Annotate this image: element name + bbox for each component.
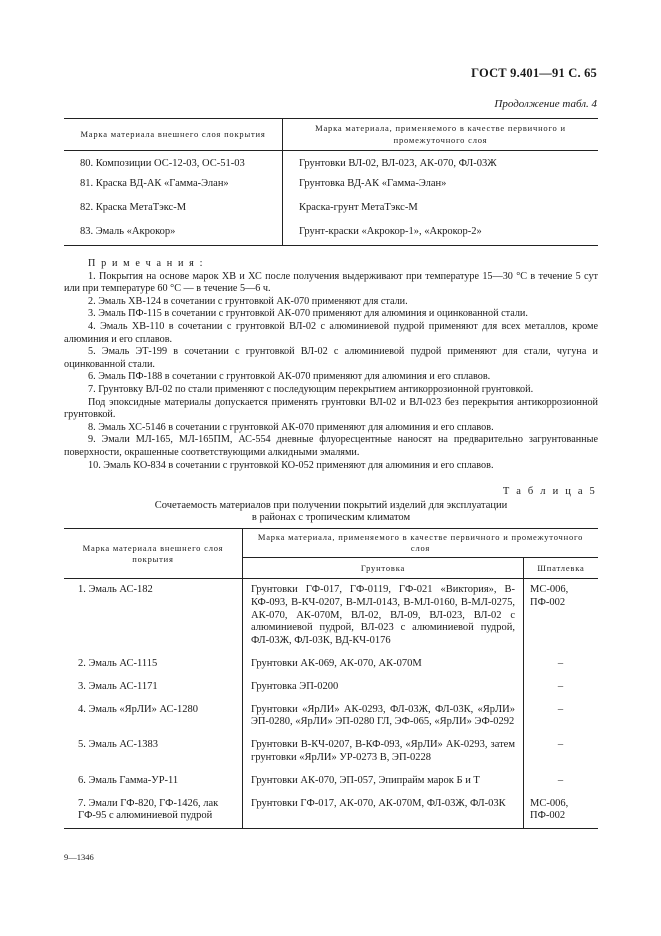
cell-outer-material: 80. Композиции ОС-12-03, ОС-51-03 bbox=[64, 151, 283, 178]
cell-primer: Грунтовки ГФ-017, АК-070, АК-070М, ФЛ-03Ж, ФЛ-03К bbox=[243, 793, 524, 829]
subheader-putty: Шпатлевка bbox=[524, 558, 599, 579]
column-header-outer-layer: Марка материала внешнего слоя покрытия bbox=[64, 529, 243, 579]
cell-outer-material: 1. Эмаль АС-182 bbox=[64, 579, 243, 653]
cell-primer: Грунтовки АК-069, АК-070, АК-070М bbox=[243, 653, 524, 676]
note-item: 9. Эмали МЛ-165, МЛ-165ПМ, АС-554 дневные флуоресцентные наносят на предварительно загрунтованные поверхности, окрашенные соответствующими алкидными эмалями. bbox=[64, 434, 598, 458]
cell-outer-material: 2. Эмаль АС-1115 bbox=[64, 653, 243, 676]
cell-primer: Грунтовки ГФ-017, ГФ-0119, ГФ-021 «Виктория», В-КФ-093, В-КЧ-0207, В-МЛ-0143, В-МЛ-0160, В-МЛ-0275, АК-070, АК-070М, ВЛ-02, ВЛ-09, ВЛ-023, ВЛ-02 с алюминиевой пудрой, ВЛ-023 с алюминиевой пудрой, ФЛ-03Ж, ФЛ-03К, ВД-КЧ-0176 bbox=[243, 579, 524, 653]
cell-putty: – bbox=[557, 739, 564, 751]
cell-putty: – bbox=[557, 680, 564, 692]
cell-putty: – bbox=[557, 774, 564, 786]
column-header-outer-layer: Марка материала внешнего слоя покрытия bbox=[64, 119, 283, 151]
cell-putty: МС-006, ПФ-002 bbox=[524, 793, 599, 829]
cell-primary-material: Грунт-краски «Акрокор-1», «Акрокор-2» bbox=[283, 225, 599, 246]
subheader-primer: Грунтовка bbox=[243, 558, 524, 579]
cell-outer-material: 6. Эмаль Гамма-УР-11 bbox=[64, 770, 243, 793]
note-item: Под эпоксидные материалы допускается применять грунтовки ВЛ-02 и ВЛ-023 без перекрытия антикоррозионной грунтовкой. bbox=[64, 396, 598, 421]
note-item: 6. Эмаль ПФ-188 в сочетании с грунтовкой АК-070 применяют для алюминия и его сплавов. bbox=[88, 371, 491, 383]
column-header-primary-layer: Марка материала, применяемого в качестве первичного и промежуточного слоя bbox=[283, 119, 599, 151]
table-5-label: Т а б л и ц а 5 bbox=[502, 486, 597, 497]
print-mark: 9—1346 bbox=[64, 852, 94, 862]
table-row bbox=[64, 177, 598, 201]
note-item: 4. Эмаль ХВ-110 в сочетании с грунтовкой ВЛ-02 с алюминиевой пудрой применяют для всех металлов, кроме алюминия и его сплавов. bbox=[64, 320, 598, 345]
table-row bbox=[64, 151, 598, 178]
notes-title: П р и м е ч а н и я : bbox=[88, 258, 205, 269]
cell-primer: Грунтовка ЭП-0200 bbox=[243, 676, 524, 699]
note-item: 2. Эмаль ХВ-124 в сочетании с грунтовкой АК-070 применяют для стали. bbox=[88, 295, 408, 307]
note-item: 8. Эмаль ХС-5146 в сочетании с грунтовкой АК-070 применяют для алюминия и его сплавов. bbox=[88, 421, 494, 433]
note-item: 1. Покрытия на основе марок ХВ и ХС после получения выдерживают при температуре 15—30 °С в течение 5 сут или при температуре 60 °С — в течение 5—6 ч. bbox=[64, 270, 598, 295]
table-5-caption bbox=[64, 500, 598, 524]
cell-outer-material: 81. Краска ВД-АК «Гамма-Элан» bbox=[64, 177, 283, 201]
caption-line: в районах с тропическим климатом bbox=[251, 512, 411, 523]
cell-putty: – bbox=[557, 657, 564, 669]
table-row bbox=[64, 676, 598, 699]
cell-outer-material: 7. Эмали ГФ-820, ГФ-1426, лак ГФ-95 с алюминиевой пудрой bbox=[64, 793, 243, 829]
table-row bbox=[64, 793, 598, 829]
note-item: 3. Эмаль ПФ-115 в сочетании с грунтовкой АК-070 применяют для алюминия и оцинкованной стали. bbox=[88, 308, 528, 320]
note-item: 7. Грунтовку ВЛ-02 по стали применяют с последующим перекрытием антикоррозионной грунтовкой. bbox=[88, 383, 534, 395]
cell-primary-material: Грунтовки ВЛ-02, ВЛ-023, АК-070, ФЛ-03Ж bbox=[299, 158, 497, 169]
cell-outer-material: 4. Эмаль «ЯрЛИ» АС-1280 bbox=[64, 699, 243, 735]
cell-primer: Грунтовки В-КЧ-0207, В-КФ-093, «ЯрЛИ» АК-0293, затем грунтовки «ЯрЛИ» УР-0273 В, ЭП-0228 bbox=[243, 734, 524, 770]
table-row bbox=[64, 699, 598, 735]
cell-outer-material: 82. Краска МетаТэкс-М bbox=[64, 201, 283, 225]
page-header: ГОСТ 9.401—91 С. 65 bbox=[471, 66, 597, 80]
table-row bbox=[64, 653, 598, 676]
cell-primary-material: Краска-грунт МетаТэкс-М bbox=[299, 202, 418, 213]
note-item: 5. Эмаль ЭТ-199 в сочетании с грунтовкой ВЛ-02 с алюминиевой пудрой применяют для стали, чугуна и оцинкованной стали. bbox=[64, 346, 598, 370]
cell-primer: Грунтовки «ЯрЛИ» АК-0293, ФЛ-03Ж, ФЛ-03К, «ЯрЛИ» ЭП-0280, «ЯрЛИ» ЭП-0280 ГЛ, ЭФ-065, «ЯрЛИ» ЭФ-0292 bbox=[243, 699, 524, 735]
caption-line: Сочетаемость материалов при получении покрытий изделий для эксплуатации bbox=[154, 500, 508, 511]
table-5 bbox=[64, 528, 598, 829]
cell-putty: – bbox=[557, 703, 564, 715]
table-row bbox=[64, 734, 598, 770]
cell-putty: МС-006, ПФ-002 bbox=[530, 584, 569, 608]
cell-primer: Грунтовки АК-070, ЭП-057, Эпипрайм марок Б и Т bbox=[243, 770, 524, 793]
table-4-continuation bbox=[64, 118, 598, 246]
note-item: 10. Эмаль КО-834 в сочетании с грунтовкой КО-052 применяют для алюминия и его сплавов. bbox=[88, 459, 494, 471]
table-row bbox=[64, 201, 598, 225]
notes-section bbox=[64, 258, 598, 472]
cell-primary-material: Грунтовка ВД-АК «Гамма-Элан» bbox=[299, 178, 447, 189]
table-row bbox=[64, 770, 598, 793]
cell-outer-material: 5. Эмаль АС-1383 bbox=[64, 734, 243, 770]
cell-outer-material: 83. Эмаль «Акрокор» bbox=[64, 225, 283, 246]
cell-outer-material: 3. Эмаль АС-1171 bbox=[64, 676, 243, 699]
column-header-primary-layer: Марка материала, применяемого в качестве первичного и промежуточного слоя bbox=[243, 529, 599, 558]
table-continuation-label: Продолжение табл. 4 bbox=[494, 98, 597, 110]
table-row bbox=[64, 579, 598, 653]
table-row bbox=[64, 225, 598, 246]
